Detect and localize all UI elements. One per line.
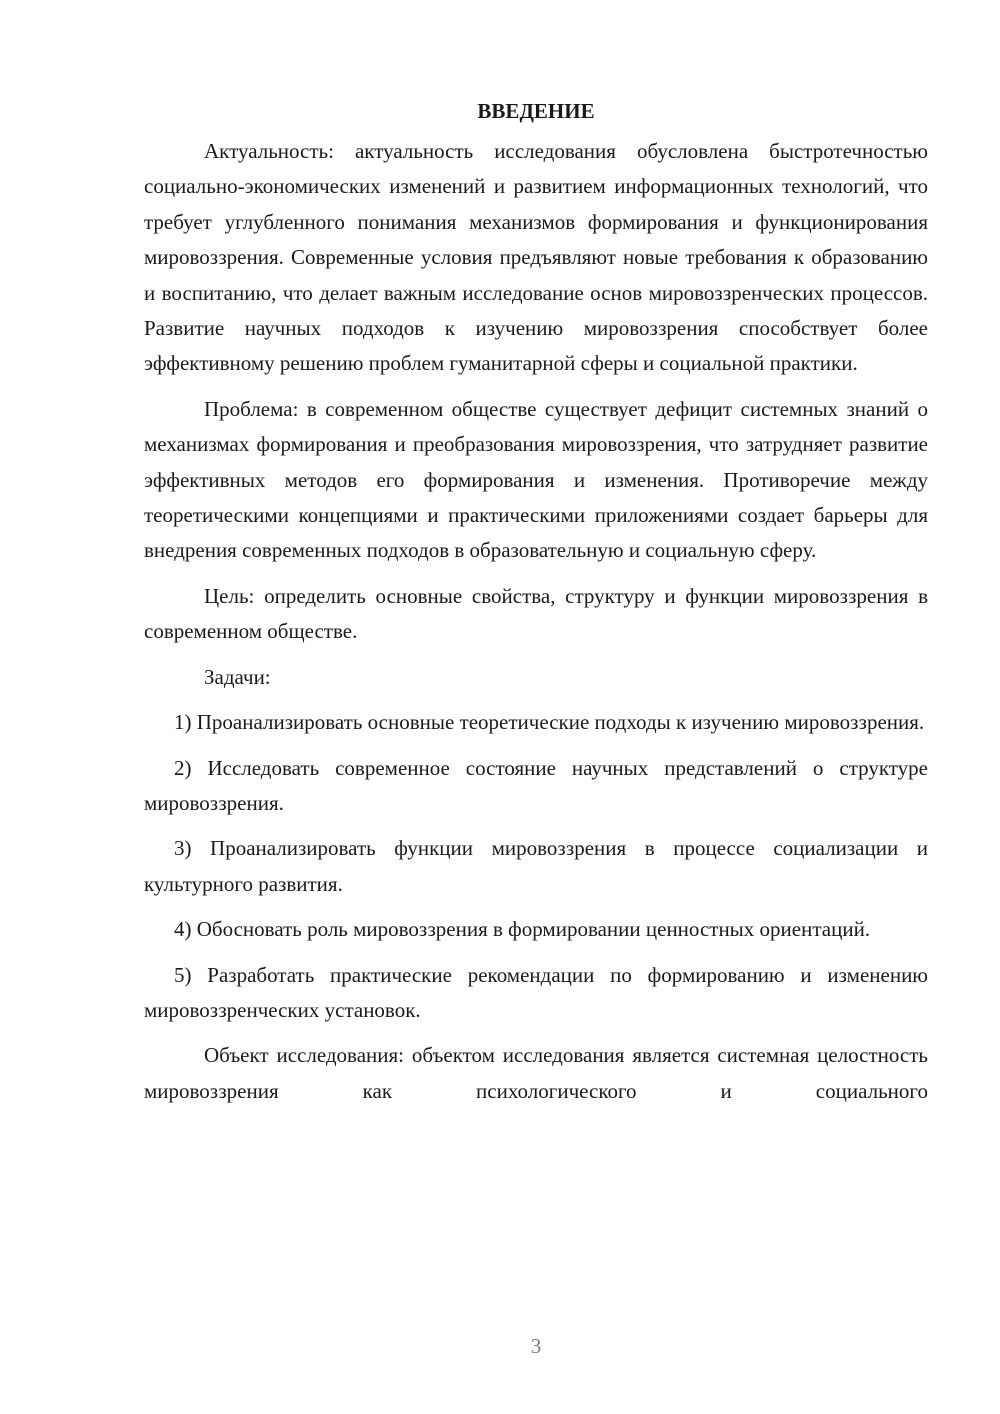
task-item: 4) Обосновать роль мировоззрения в формировании ценностных ориентаций. [174,917,871,942]
object-paragraph: Объект исследования: объектом исследования является системная целостность мировоззрения как психологического и социального [144,1043,928,1103]
section-title: ВВЕДЕНИЕ [477,99,595,123]
problem-paragraph: Проблема: в современном обществе существует дефицит системных знаний о механизмах формирования и преобразования мировоззрения, что затрудняет развитие эффективных методов его формирования и изменения. Противоречие между теоретическими концепциями и практическими приложениями создает барьеры для внедрения современных подходов в образовательную и социальную сферу. [144,396,928,563]
task-item: 1) Проанализировать основные теоретические подходы к изучению мировоззрения. [174,710,925,735]
task-item: 5) Разработать практические рекомендации по формированию и изменению мировоззренческих установок. [144,962,928,1022]
goal-paragraph: Цель: определить основные свойства, структуру и функции мировоззрения в современном обществе. [144,583,928,644]
page-number: 3 [530,1334,542,1358]
tasks-heading: Задачи: [204,664,271,689]
relevance-paragraph: Актуальность: актуальность исследования обусловлена быстротечностью социально-экономических изменений и развитием информационных технологий, что требует углубленного понимания механизмов формирования и функционирования мировоззрения. Современные условия предъявляют новые требования к образованию и воспитанию, что делает важным исследование основ мировоззренческих процессов. Развитие научных подходов к изучению мировоззрения способствует более эффективному решению проблем гуманитарной сферы и социальной практики. [144,139,928,376]
task-item: 2) Исследовать современное состояние научных представлений о структуре мировоззрения. [144,755,928,815]
document-page [144,96,928,1109]
task-item: 3) Проанализировать функции мировоззрения в процессе социализации и культурного развития. [144,836,928,896]
